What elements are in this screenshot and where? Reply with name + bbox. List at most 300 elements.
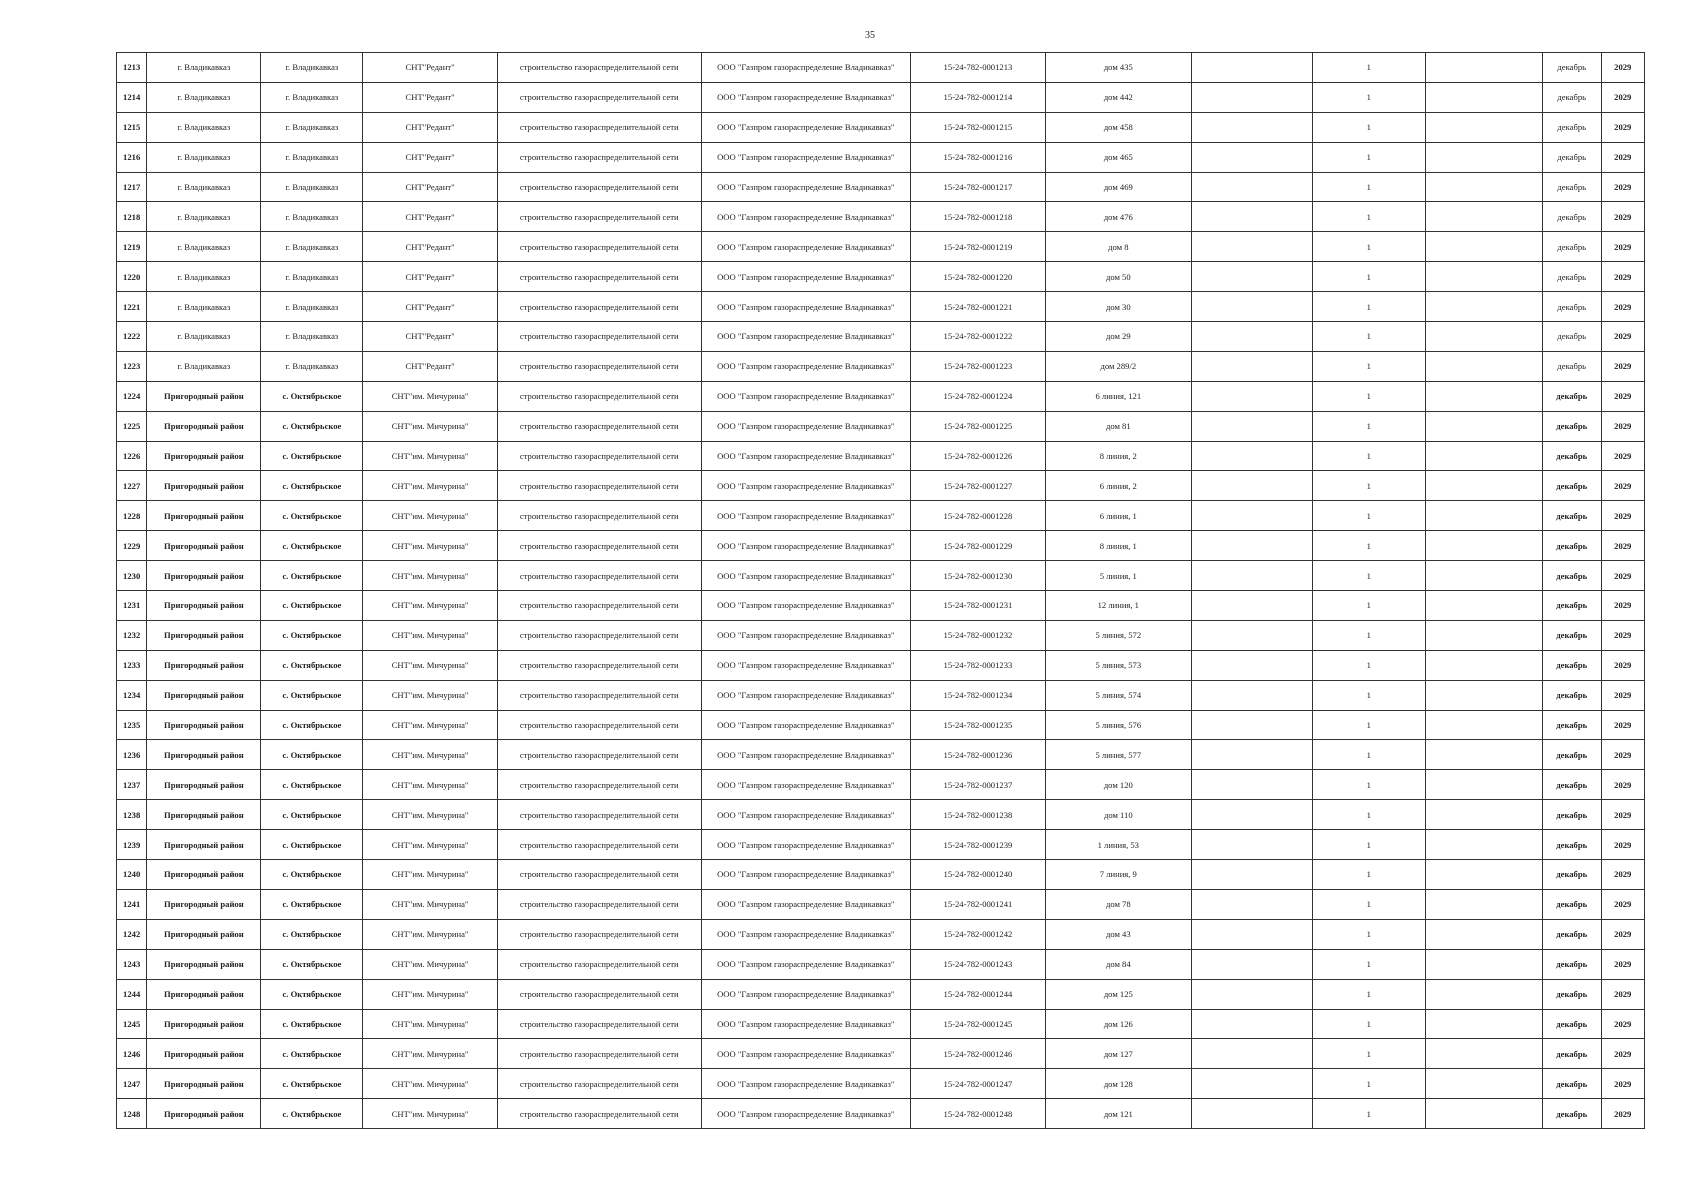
district-cell: г. Владикавказ [147, 53, 261, 83]
row-number: 1214 [117, 82, 147, 112]
count-cell: 1 [1312, 322, 1425, 352]
organization-cell: ООО "Газпром газораспределение Владикавказ" [701, 949, 910, 979]
month-cell: декабрь [1542, 1039, 1601, 1069]
registry-id-cell: 15-24-782-0001239 [910, 830, 1045, 860]
row-number: 1233 [117, 650, 147, 680]
table-row [117, 561, 1645, 591]
blank-cell [1425, 800, 1542, 830]
work-type-cell: строительство газораспределительной сети [497, 501, 701, 531]
organization-cell: ООО "Газпром газораспределение Владикавказ" [701, 381, 910, 411]
year-cell: 2029 [1601, 650, 1644, 680]
row-number: 1227 [117, 471, 147, 501]
row-number: 1235 [117, 710, 147, 740]
year-cell: 2029 [1601, 531, 1644, 561]
blank-cell [1425, 112, 1542, 142]
registry-id-cell: 15-24-782-0001230 [910, 561, 1045, 591]
snt-cell: СНТ"Редант" [363, 322, 497, 352]
count-cell: 1 [1312, 232, 1425, 262]
table-row [117, 1069, 1645, 1099]
row-number: 1234 [117, 680, 147, 710]
blank-cell [1425, 889, 1542, 919]
work-type-cell: строительство газораспределительной сети [497, 441, 701, 471]
district-cell: г. Владикавказ [147, 262, 261, 292]
blank-cell [1425, 53, 1542, 83]
district-cell: Пригородный район [147, 740, 261, 770]
table-row [117, 142, 1645, 172]
blank-cell [1191, 770, 1312, 800]
table-row [117, 531, 1645, 561]
snt-cell: СНТ"Редант" [363, 262, 497, 292]
settlement-cell: с. Октябрьское [261, 979, 363, 1009]
year-cell: 2029 [1601, 889, 1644, 919]
work-type-cell: строительство газораспределительной сети [497, 411, 701, 441]
organization-cell: ООО "Газпром газораспределение Владикавказ" [701, 860, 910, 890]
count-cell: 1 [1312, 1009, 1425, 1039]
district-cell: г. Владикавказ [147, 351, 261, 381]
settlement-cell: с. Октябрьское [261, 770, 363, 800]
district-cell: Пригородный район [147, 710, 261, 740]
registry-id-cell: 15-24-782-0001226 [910, 441, 1045, 471]
row-number: 1241 [117, 889, 147, 919]
organization-cell: ООО "Газпром газораспределение Владикавказ" [701, 561, 910, 591]
year-cell: 2029 [1601, 1039, 1644, 1069]
year-cell: 2029 [1601, 919, 1644, 949]
row-number: 1217 [117, 172, 147, 202]
year-cell: 2029 [1601, 1069, 1644, 1099]
organization-cell: ООО "Газпром газораспределение Владикавказ" [701, 710, 910, 740]
month-cell: декабрь [1542, 979, 1601, 1009]
district-cell: г. Владикавказ [147, 202, 261, 232]
year-cell: 2029 [1601, 142, 1644, 172]
year-cell: 2029 [1601, 471, 1644, 501]
address-cell: 7 линия, 9 [1046, 860, 1191, 890]
organization-cell: ООО "Газпром газораспределение Владикавказ" [701, 830, 910, 860]
count-cell: 1 [1312, 53, 1425, 83]
district-cell: Пригородный район [147, 949, 261, 979]
district-cell: Пригородный район [147, 591, 261, 621]
organization-cell: ООО "Газпром газораспределение Владикавказ" [701, 1009, 910, 1039]
row-number: 1244 [117, 979, 147, 1009]
table-row [117, 292, 1645, 322]
settlement-cell: с. Октябрьское [261, 1099, 363, 1129]
table-row [117, 471, 1645, 501]
district-cell: Пригородный район [147, 830, 261, 860]
row-number: 1221 [117, 292, 147, 322]
district-cell: Пригородный район [147, 860, 261, 890]
table-row [117, 710, 1645, 740]
address-cell: дом 43 [1046, 919, 1191, 949]
table-row [117, 860, 1645, 890]
settlement-cell: с. Октябрьское [261, 919, 363, 949]
table-row [117, 949, 1645, 979]
year-cell: 2029 [1601, 800, 1644, 830]
table-row [117, 800, 1645, 830]
district-cell: г. Владикавказ [147, 322, 261, 352]
registry-id-cell: 15-24-782-0001217 [910, 172, 1045, 202]
blank-cell [1425, 471, 1542, 501]
table-row [117, 53, 1645, 83]
year-cell: 2029 [1601, 112, 1644, 142]
district-cell: Пригородный район [147, 1099, 261, 1129]
address-cell: дом 78 [1046, 889, 1191, 919]
month-cell: декабрь [1542, 889, 1601, 919]
work-type-cell: строительство газораспределительной сети [497, 381, 701, 411]
organization-cell: ООО "Газпром газораспределение Владикавказ" [701, 620, 910, 650]
settlement-cell: с. Октябрьское [261, 1069, 363, 1099]
organization-cell: ООО "Газпром газораспределение Владикавказ" [701, 979, 910, 1009]
count-cell: 1 [1312, 292, 1425, 322]
registry-id-cell: 15-24-782-0001233 [910, 650, 1045, 680]
organization-cell: ООО "Газпром газораспределение Владикавказ" [701, 740, 910, 770]
table-row [117, 351, 1645, 381]
row-number: 1238 [117, 800, 147, 830]
snt-cell: СНТ"Редант" [363, 292, 497, 322]
organization-cell: ООО "Газпром газораспределение Владикавказ" [701, 112, 910, 142]
registry-id-cell: 15-24-782-0001235 [910, 710, 1045, 740]
blank-cell [1425, 680, 1542, 710]
month-cell: декабрь [1542, 770, 1601, 800]
registry-id-cell: 15-24-782-0001234 [910, 680, 1045, 710]
blank-cell [1425, 740, 1542, 770]
work-type-cell: строительство газораспределительной сети [497, 830, 701, 860]
year-cell: 2029 [1601, 82, 1644, 112]
row-number: 1223 [117, 351, 147, 381]
settlement-cell: с. Октябрьское [261, 591, 363, 621]
blank-cell [1425, 381, 1542, 411]
organization-cell: ООО "Газпром газораспределение Владикавказ" [701, 82, 910, 112]
table-row [117, 411, 1645, 441]
organization-cell: ООО "Газпром газораспределение Владикавказ" [701, 1099, 910, 1129]
organization-cell: ООО "Газпром газораспределение Владикавказ" [701, 411, 910, 441]
year-cell: 2029 [1601, 53, 1644, 83]
count-cell: 1 [1312, 979, 1425, 1009]
snt-cell: СНТ"Редант" [363, 112, 497, 142]
work-type-cell: строительство газораспределительной сети [497, 82, 701, 112]
blank-cell [1191, 561, 1312, 591]
organization-cell: ООО "Газпром газораспределение Владикавказ" [701, 202, 910, 232]
count-cell: 1 [1312, 82, 1425, 112]
address-cell: дом 81 [1046, 411, 1191, 441]
blank-cell [1425, 620, 1542, 650]
organization-cell: ООО "Газпром газораспределение Владикавказ" [701, 142, 910, 172]
blank-cell [1191, 501, 1312, 531]
district-cell: Пригородный район [147, 889, 261, 919]
count-cell: 1 [1312, 770, 1425, 800]
registry-id-cell: 15-24-782-0001246 [910, 1039, 1045, 1069]
work-type-cell: строительство газораспределительной сети [497, 770, 701, 800]
settlement-cell: с. Октябрьское [261, 620, 363, 650]
registry-id-cell: 15-24-782-0001221 [910, 292, 1045, 322]
organization-cell: ООО "Газпром газораспределение Владикавказ" [701, 501, 910, 531]
year-cell: 2029 [1601, 202, 1644, 232]
snt-cell: СНТ"Редант" [363, 82, 497, 112]
blank-cell [1425, 322, 1542, 352]
settlement-cell: с. Октябрьское [261, 471, 363, 501]
register-rows [117, 53, 1645, 1129]
blank-cell [1191, 919, 1312, 949]
count-cell: 1 [1312, 889, 1425, 919]
work-type-cell: строительство газораспределительной сети [497, 919, 701, 949]
snt-cell: СНТ"им. Мичурина" [363, 680, 497, 710]
blank-cell [1191, 740, 1312, 770]
table-row [117, 620, 1645, 650]
year-cell: 2029 [1601, 591, 1644, 621]
table-row [117, 501, 1645, 531]
count-cell: 1 [1312, 1069, 1425, 1099]
table-row [117, 1099, 1645, 1129]
snt-cell: СНТ"им. Мичурина" [363, 979, 497, 1009]
work-type-cell: строительство газораспределительной сети [497, 949, 701, 979]
table-row [117, 1039, 1645, 1069]
year-cell: 2029 [1601, 501, 1644, 531]
year-cell: 2029 [1601, 979, 1644, 1009]
address-cell: дом 29 [1046, 322, 1191, 352]
snt-cell: СНТ"им. Мичурина" [363, 919, 497, 949]
count-cell: 1 [1312, 351, 1425, 381]
address-cell: дом 458 [1046, 112, 1191, 142]
settlement-cell: с. Октябрьское [261, 561, 363, 591]
row-number: 1237 [117, 770, 147, 800]
month-cell: декабрь [1542, 531, 1601, 561]
blank-cell [1191, 710, 1312, 740]
registry-id-cell: 15-24-782-0001232 [910, 620, 1045, 650]
month-cell: декабрь [1542, 202, 1601, 232]
month-cell: декабрь [1542, 322, 1601, 352]
district-cell: г. Владикавказ [147, 232, 261, 262]
address-cell: дом 50 [1046, 262, 1191, 292]
table-row [117, 979, 1645, 1009]
work-type-cell: строительство газораспределительной сети [497, 262, 701, 292]
settlement-cell: г. Владикавказ [261, 53, 363, 83]
row-number: 1224 [117, 381, 147, 411]
settlement-cell: г. Владикавказ [261, 82, 363, 112]
district-cell: г. Владикавказ [147, 142, 261, 172]
blank-cell [1425, 142, 1542, 172]
blank-cell [1191, 322, 1312, 352]
month-cell: декабрь [1542, 411, 1601, 441]
year-cell: 2029 [1601, 949, 1644, 979]
month-cell: декабрь [1542, 292, 1601, 322]
blank-cell [1425, 1039, 1542, 1069]
year-cell: 2029 [1601, 830, 1644, 860]
organization-cell: ООО "Газпром газораспределение Владикавказ" [701, 1039, 910, 1069]
count-cell: 1 [1312, 650, 1425, 680]
row-number: 1231 [117, 591, 147, 621]
count-cell: 1 [1312, 142, 1425, 172]
blank-cell [1425, 1009, 1542, 1039]
settlement-cell: г. Владикавказ [261, 142, 363, 172]
district-cell: Пригородный район [147, 441, 261, 471]
blank-cell [1191, 979, 1312, 1009]
month-cell: декабрь [1542, 471, 1601, 501]
year-cell: 2029 [1601, 292, 1644, 322]
blank-cell [1191, 949, 1312, 979]
registry-id-cell: 15-24-782-0001223 [910, 351, 1045, 381]
address-cell: дом 120 [1046, 770, 1191, 800]
work-type-cell: строительство газораспределительной сети [497, 620, 701, 650]
work-type-cell: строительство газораспределительной сети [497, 292, 701, 322]
year-cell: 2029 [1601, 381, 1644, 411]
snt-cell: СНТ"им. Мичурина" [363, 740, 497, 770]
address-cell: 5 линия, 1 [1046, 561, 1191, 591]
registry-id-cell: 15-24-782-0001224 [910, 381, 1045, 411]
month-cell: декабрь [1542, 591, 1601, 621]
blank-cell [1191, 53, 1312, 83]
work-type-cell: строительство газораспределительной сети [497, 591, 701, 621]
year-cell: 2029 [1601, 351, 1644, 381]
settlement-cell: с. Октябрьское [261, 949, 363, 979]
count-cell: 1 [1312, 381, 1425, 411]
registry-id-cell: 15-24-782-0001216 [910, 142, 1045, 172]
year-cell: 2029 [1601, 441, 1644, 471]
settlement-cell: с. Октябрьское [261, 381, 363, 411]
row-number: 1240 [117, 860, 147, 890]
work-type-cell: строительство газораспределительной сети [497, 1069, 701, 1099]
settlement-cell: с. Октябрьское [261, 860, 363, 890]
count-cell: 1 [1312, 501, 1425, 531]
blank-cell [1425, 710, 1542, 740]
registry-id-cell: 15-24-782-0001240 [910, 860, 1045, 890]
work-type-cell: строительство газораспределительной сети [497, 232, 701, 262]
snt-cell: СНТ"Редант" [363, 142, 497, 172]
registry-id-cell: 15-24-782-0001214 [910, 82, 1045, 112]
blank-cell [1191, 112, 1312, 142]
row-number: 1218 [117, 202, 147, 232]
snt-cell: СНТ"им. Мичурина" [363, 1039, 497, 1069]
blank-cell [1191, 680, 1312, 710]
blank-cell [1425, 591, 1542, 621]
district-cell: Пригородный район [147, 411, 261, 441]
row-number: 1226 [117, 441, 147, 471]
row-number: 1220 [117, 262, 147, 292]
organization-cell: ООО "Газпром газораспределение Владикавказ" [701, 232, 910, 262]
district-cell: Пригородный район [147, 561, 261, 591]
district-cell: Пригородный район [147, 800, 261, 830]
address-cell: дом 84 [1046, 949, 1191, 979]
registry-id-cell: 15-24-782-0001236 [910, 740, 1045, 770]
snt-cell: СНТ"им. Мичурина" [363, 620, 497, 650]
organization-cell: ООО "Газпром газораспределение Владикавказ" [701, 919, 910, 949]
district-cell: Пригородный район [147, 680, 261, 710]
table-row [117, 919, 1645, 949]
address-cell: 5 линия, 576 [1046, 710, 1191, 740]
address-cell: дом 127 [1046, 1039, 1191, 1069]
registry-id-cell: 15-24-782-0001231 [910, 591, 1045, 621]
work-type-cell: строительство газораспределительной сети [497, 322, 701, 352]
address-cell: дом 469 [1046, 172, 1191, 202]
count-cell: 1 [1312, 561, 1425, 591]
address-cell: дом 128 [1046, 1069, 1191, 1099]
count-cell: 1 [1312, 112, 1425, 142]
month-cell: декабрь [1542, 142, 1601, 172]
table-row [117, 232, 1645, 262]
blank-cell [1191, 591, 1312, 621]
row-number: 1242 [117, 919, 147, 949]
blank-cell [1191, 202, 1312, 232]
table-row [117, 1009, 1645, 1039]
count-cell: 1 [1312, 740, 1425, 770]
blank-cell [1191, 441, 1312, 471]
settlement-cell: г. Владикавказ [261, 351, 363, 381]
organization-cell: ООО "Газпром газораспределение Владикавказ" [701, 441, 910, 471]
month-cell: декабрь [1542, 830, 1601, 860]
district-cell: г. Владикавказ [147, 112, 261, 142]
year-cell: 2029 [1601, 411, 1644, 441]
month-cell: декабрь [1542, 351, 1601, 381]
address-cell: 6 линия, 2 [1046, 471, 1191, 501]
year-cell: 2029 [1601, 262, 1644, 292]
address-cell: 1 линия, 53 [1046, 830, 1191, 860]
month-cell: декабрь [1542, 800, 1601, 830]
month-cell: декабрь [1542, 949, 1601, 979]
month-cell: декабрь [1542, 650, 1601, 680]
work-type-cell: строительство газораспределительной сети [497, 800, 701, 830]
settlement-cell: г. Владикавказ [261, 292, 363, 322]
registry-id-cell: 15-24-782-0001241 [910, 889, 1045, 919]
registry-id-cell: 15-24-782-0001215 [910, 112, 1045, 142]
row-number: 1243 [117, 949, 147, 979]
snt-cell: СНТ"им. Мичурина" [363, 501, 497, 531]
settlement-cell: с. Октябрьское [261, 531, 363, 561]
snt-cell: СНТ"Редант" [363, 172, 497, 202]
row-number: 1232 [117, 620, 147, 650]
settlement-cell: с. Октябрьское [261, 1009, 363, 1039]
month-cell: декабрь [1542, 381, 1601, 411]
year-cell: 2029 [1601, 232, 1644, 262]
blank-cell [1425, 202, 1542, 232]
snt-cell: СНТ"Редант" [363, 232, 497, 262]
registry-id-cell: 15-24-782-0001220 [910, 262, 1045, 292]
address-cell: дом 465 [1046, 142, 1191, 172]
work-type-cell: строительство газораспределительной сети [497, 710, 701, 740]
table-row [117, 650, 1645, 680]
month-cell: декабрь [1542, 1069, 1601, 1099]
organization-cell: ООО "Газпром газораспределение Владикавказ" [701, 650, 910, 680]
table-row [117, 172, 1645, 202]
organization-cell: ООО "Газпром газораспределение Владикавказ" [701, 471, 910, 501]
organization-cell: ООО "Газпром газораспределение Владикавказ" [701, 172, 910, 202]
organization-cell: ООО "Газпром газораспределение Владикавказ" [701, 292, 910, 322]
month-cell: декабрь [1542, 860, 1601, 890]
count-cell: 1 [1312, 411, 1425, 441]
district-cell: Пригородный район [147, 531, 261, 561]
work-type-cell: строительство газораспределительной сети [497, 680, 701, 710]
organization-cell: ООО "Газпром газораспределение Владикавказ" [701, 262, 910, 292]
row-number: 1228 [117, 501, 147, 531]
snt-cell: СНТ"им. Мичурина" [363, 1099, 497, 1129]
row-number: 1215 [117, 112, 147, 142]
month-cell: декабрь [1542, 561, 1601, 591]
registry-id-cell: 15-24-782-0001237 [910, 770, 1045, 800]
row-number: 1222 [117, 322, 147, 352]
settlement-cell: с. Октябрьское [261, 1039, 363, 1069]
blank-cell [1425, 860, 1542, 890]
district-cell: Пригородный район [147, 501, 261, 531]
registry-id-cell: 15-24-782-0001245 [910, 1009, 1045, 1039]
blank-cell [1191, 351, 1312, 381]
row-number: 1245 [117, 1009, 147, 1039]
blank-cell [1425, 531, 1542, 561]
snt-cell: СНТ"Редант" [363, 53, 497, 83]
settlement-cell: г. Владикавказ [261, 172, 363, 202]
snt-cell: СНТ"им. Мичурина" [363, 800, 497, 830]
address-cell: дом 289/2 [1046, 351, 1191, 381]
organization-cell: ООО "Газпром газораспределение Владикавказ" [701, 680, 910, 710]
month-cell: декабрь [1542, 82, 1601, 112]
count-cell: 1 [1312, 800, 1425, 830]
settlement-cell: г. Владикавказ [261, 202, 363, 232]
address-cell: 5 линия, 577 [1046, 740, 1191, 770]
